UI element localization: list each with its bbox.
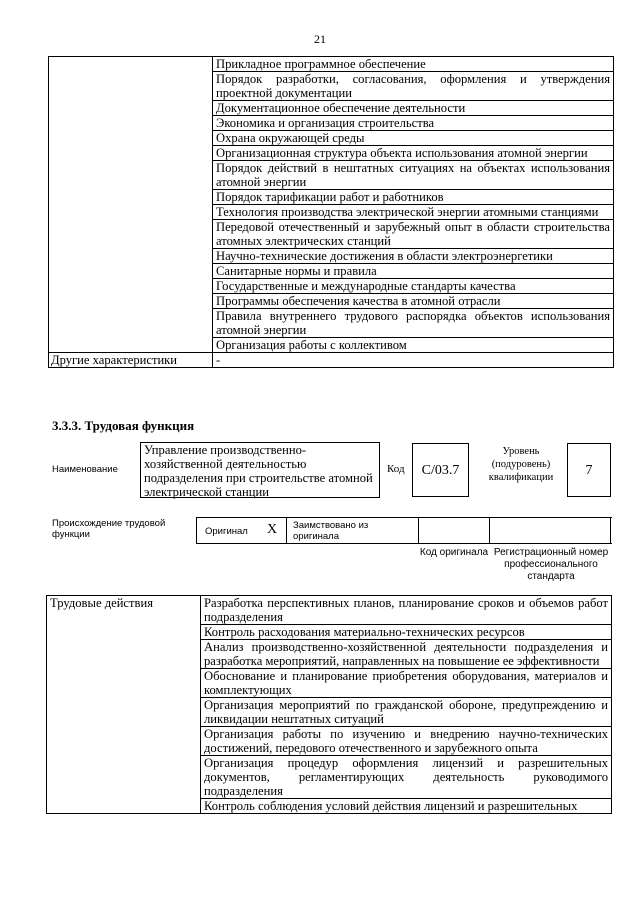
name-label: Наименование xyxy=(52,464,118,475)
table-row: Порядок разработки, согласования, оформления и утверждения проектной документации xyxy=(213,72,614,101)
table-row: Порядок тарификации работ и работников xyxy=(213,190,614,205)
code-value: C/03.7 xyxy=(412,443,469,497)
table-row: Анализ производственно-хозяйственной деятельности подразделения и разработка мероприятий, направленных на повышение ее эффективности xyxy=(201,640,612,669)
original-label: Оригинал xyxy=(205,526,248,537)
level-label: Уровень (подуровень) квалификации xyxy=(488,446,554,483)
table-row: Организация работы с коллективом xyxy=(213,338,614,353)
reg-number-caption: Регистрационный номер профессионального стандарта xyxy=(493,547,609,582)
table-row: Контроль расходования материально-технических ресурсов xyxy=(201,625,612,640)
table-row: Охрана окружающей среды xyxy=(213,131,614,146)
labor-actions-label: Трудовые действия xyxy=(47,596,201,814)
origin-code-caption: Код оригинала xyxy=(419,547,489,558)
other-characteristics-label: Другие характеристики xyxy=(49,353,213,368)
table-row: Прикладное программное обеспечение xyxy=(213,57,614,72)
table-row: Организация мероприятий по гражданской обороне, предупреждению и ликвидации нештатных ситуаций xyxy=(201,698,612,727)
table-left-cell xyxy=(49,57,213,353)
table-row: Передовой отечественный и зарубежный опыт в области строительства атомных электрических станций xyxy=(213,220,614,249)
table-row: Организационная структура объекта использования атомной энергии xyxy=(213,146,614,161)
other-characteristics-value: - xyxy=(213,353,614,368)
table-row: Разработка перспективных планов, планирование сроков и объемов работ подразделения xyxy=(201,596,612,625)
origin-label: Происхождение трудовой функции xyxy=(52,518,166,540)
borrowed-cell xyxy=(287,518,419,543)
origin-code-cell xyxy=(419,518,490,543)
reg-number-cell xyxy=(490,518,611,543)
function-name-box: Управление производственно-хозяйственной деятельностью подразделения при строительстве атомной электрической станции xyxy=(140,442,380,498)
table-row: Обоснование и планирование приобретения оборудования, материалов и комплектующих xyxy=(201,669,612,698)
section-heading: 3.3.3. Трудовая функция xyxy=(52,418,195,433)
table-row: Государственные и международные стандарты качества xyxy=(213,279,614,294)
labor-actions-table xyxy=(46,595,612,814)
table-row: Научно-технические достижения в области электроэнергетики xyxy=(213,249,614,264)
original-cell xyxy=(197,518,287,543)
origin-row xyxy=(196,517,612,544)
table-row: Санитарные нормы и правила xyxy=(213,264,614,279)
code-label: Код xyxy=(387,463,405,475)
table-row: Правила внутреннего трудового распорядка объектов использования атомной энергии xyxy=(213,309,614,338)
table-row: Документационное обеспечение деятельности xyxy=(213,101,614,116)
knowledge-table xyxy=(48,56,614,368)
table-row: Контроль соблюдения условий действия лицензий и разрешительных xyxy=(201,799,612,814)
table-row: Программы обеспечения качества в атомной отрасли xyxy=(213,294,614,309)
table-row: Порядок действий в нештатных ситуациях на объектах использования атомной энергии xyxy=(213,161,614,190)
table-row: Технология производства электрической энергии атомными станциями xyxy=(213,205,614,220)
page-number: 21 xyxy=(314,32,326,46)
table-row: Экономика и организация строительства xyxy=(213,116,614,131)
borrowed-label: Заимствовано из оригинала xyxy=(293,520,369,542)
table-row: Организация работы по изучению и внедрению научно-технических достижений, передового отечественного и зарубежного опыта xyxy=(201,727,612,756)
table-row: Организация процедур оформления лицензий и разрешительных документов, регламентирующих деятельность руководимого подразделения xyxy=(201,756,612,799)
level-value: 7 xyxy=(567,443,611,497)
original-mark: X xyxy=(267,522,278,537)
